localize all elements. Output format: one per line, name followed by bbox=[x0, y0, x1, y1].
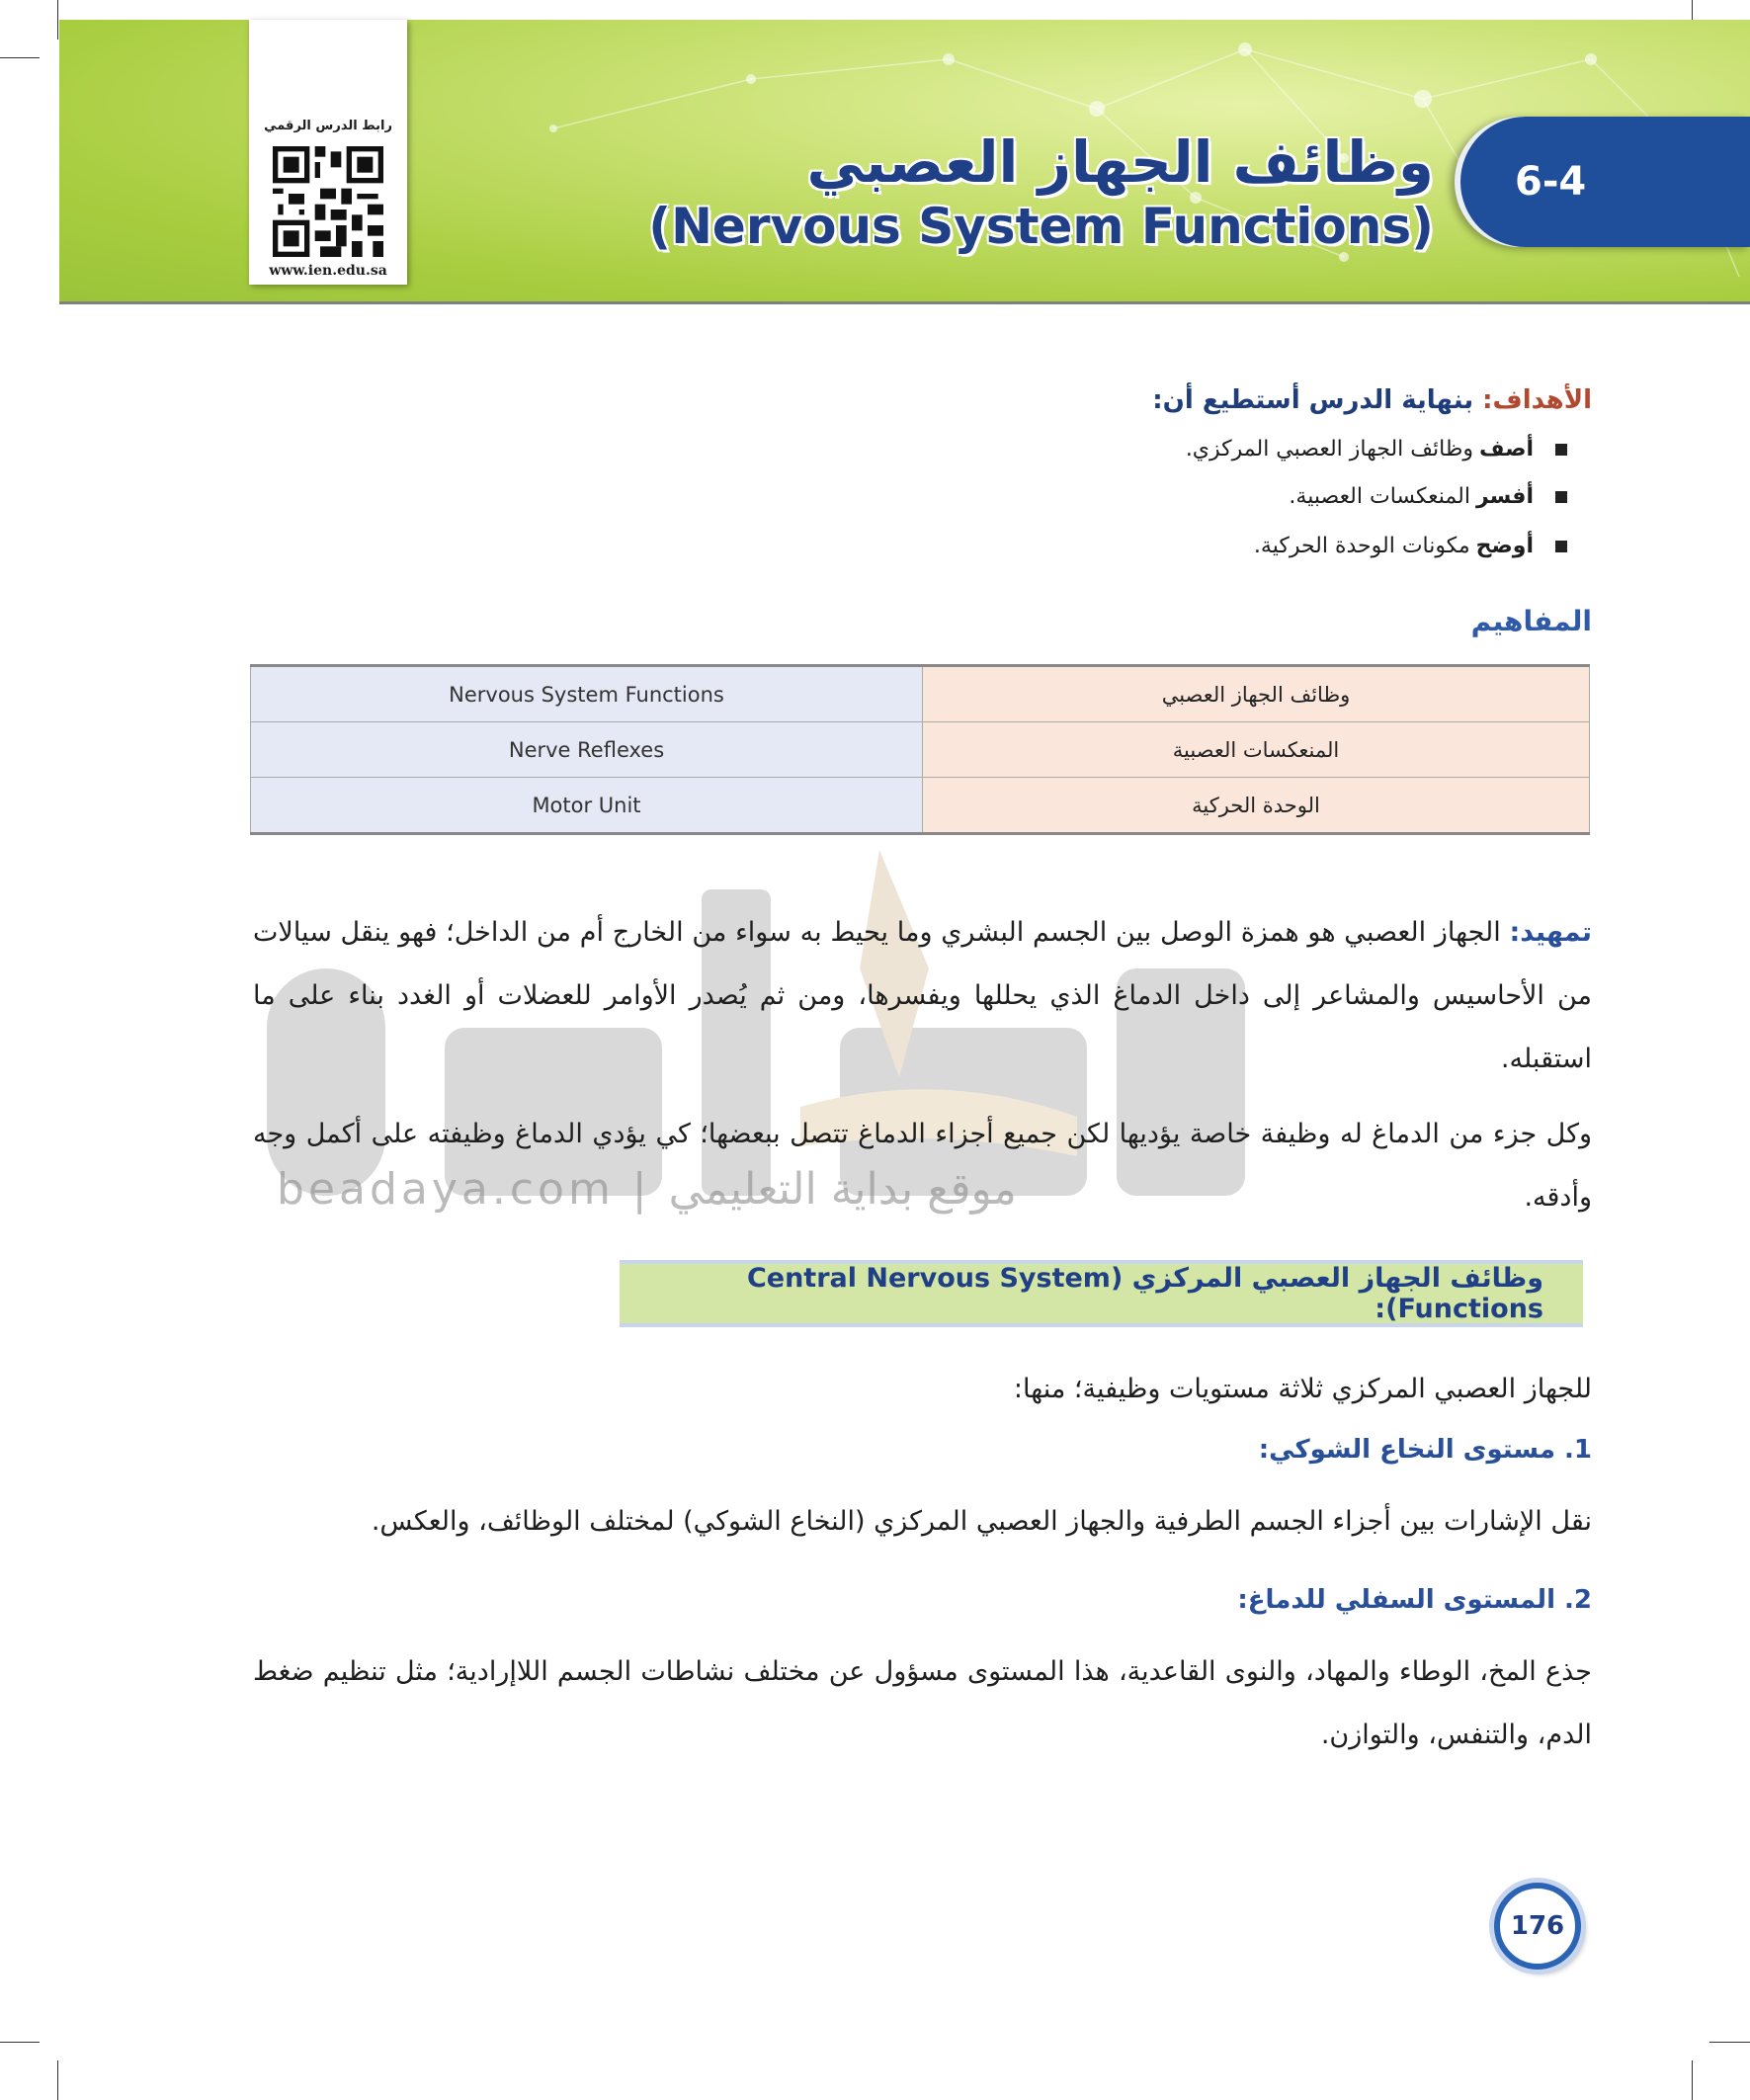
concept-arabic: الوحدة الحركية bbox=[923, 778, 1590, 834]
intro-label: تمهيد: bbox=[1509, 917, 1592, 948]
concept-english: Nerve Reflexes bbox=[251, 722, 923, 778]
section-intro: للجهاز العصبي المركزي ثلاثة مستويات وظيفية؛ منها: bbox=[1013, 1374, 1592, 1404]
objectives-intro: بنهاية الدرس أستطيع أن: bbox=[1152, 385, 1474, 415]
objective-item bbox=[1254, 534, 1567, 558]
objective-verb: أفسر bbox=[1475, 484, 1534, 509]
concepts-table bbox=[250, 664, 1590, 835]
objective-item bbox=[1186, 437, 1567, 462]
concepts-heading: المفاهيم bbox=[1470, 605, 1592, 637]
qr-code-icon[interactable] bbox=[273, 146, 383, 257]
crop-mark bbox=[1692, 2060, 1693, 2100]
objective-verb: أصف bbox=[1479, 437, 1534, 462]
concept-arabic: وظائف الجهاز العصبي bbox=[923, 666, 1590, 722]
lesson-title-english: (Nervous System Functions) bbox=[648, 198, 1434, 255]
lesson-title-arabic: وظائف الجهاز العصبي bbox=[806, 128, 1434, 196]
crop-mark bbox=[57, 0, 58, 40]
objective-text: المنعكسات العصبية. bbox=[1289, 484, 1470, 509]
bullet-square-icon bbox=[1555, 541, 1567, 552]
objective-item bbox=[1289, 484, 1567, 509]
table-row bbox=[251, 722, 1590, 778]
intro-paragraph bbox=[253, 901, 1592, 1091]
section-heading: وظائف الجهاز العصبي المركزي (Central Nervous System Functions): bbox=[620, 1260, 1583, 1327]
bullet-square-icon bbox=[1555, 491, 1567, 503]
table-row bbox=[251, 778, 1590, 834]
level-heading: 2. المستوى السفلي للدماغ: bbox=[1237, 1585, 1592, 1615]
crop-mark bbox=[0, 2042, 40, 2043]
qr-caption: رابط الدرس الرقمي bbox=[264, 119, 392, 133]
table-row bbox=[251, 666, 1590, 722]
crop-mark bbox=[1709, 2042, 1750, 2043]
concept-english: Nervous System Functions bbox=[251, 666, 923, 722]
page-number: 176 bbox=[1494, 1883, 1581, 1970]
crop-mark bbox=[0, 57, 40, 58]
objective-text: مكونات الوحدة الحركية. bbox=[1253, 534, 1470, 558]
qr-url[interactable]: www.ien.edu.sa bbox=[269, 263, 387, 279]
crop-mark bbox=[57, 2060, 58, 2100]
paragraph: وكل جزء من الدماغ له وظيفة خاصة يؤديها لكن جميع أجزاء الدماغ تتصل ببعضها؛ كي يؤدي الدماغ وظيفته على أكمل وجه وأدقه. bbox=[253, 1119, 1592, 1213]
intro-text: الجهاز العصبي هو همزة الوصل بين الجسم البشري وما يحيط به سواء من الخارج أم من الداخل؛ فهو ينقل سيالات من الأحاسيس والمشاعر إلى داخل الدماغ الذي يحللها ويفسرها، ومن ثم يُصدر الأوامر للعضلات أو الغدد بناء على ما استقبله. bbox=[253, 917, 1592, 1074]
level-text: نقل الإشارات بين أجزاء الجسم الطرفية والجهاز العصبي المركزي (النخاع الشوكي) لمختلف الوظائف، والعكس. bbox=[371, 1506, 1592, 1537]
qr-card[interactable] bbox=[249, 20, 407, 285]
bullet-square-icon bbox=[1555, 444, 1567, 456]
objectives-heading bbox=[1152, 385, 1592, 415]
concept-english: Motor Unit bbox=[251, 778, 923, 834]
watermark-logo-text: بداية bbox=[766, 1048, 768, 1049]
objective-verb: أوضح bbox=[1475, 534, 1534, 558]
watermark-text: beadaya.com | موقع بداية التعليمي bbox=[277, 1164, 1017, 1215]
level-heading: 1. مستوى النخاع الشوكي: bbox=[1258, 1435, 1592, 1465]
concept-arabic: المنعكسات العصبية bbox=[923, 722, 1590, 778]
objectives-label: الأهداف: bbox=[1482, 385, 1592, 415]
objective-text: وظائف الجهاز العصبي المركزي. bbox=[1185, 437, 1473, 462]
level-text: جذع المخ، الوطاء والمهاد، والنوى القاعدية، هذا المستوى مسؤول عن مختلف نشاطات الجسم اللاإرادية؛ مثل تنظيم ضغط الدم، والتنفس، والتوازن. bbox=[253, 1656, 1592, 1750]
lesson-number-badge: 6-4 bbox=[1460, 117, 1750, 247]
